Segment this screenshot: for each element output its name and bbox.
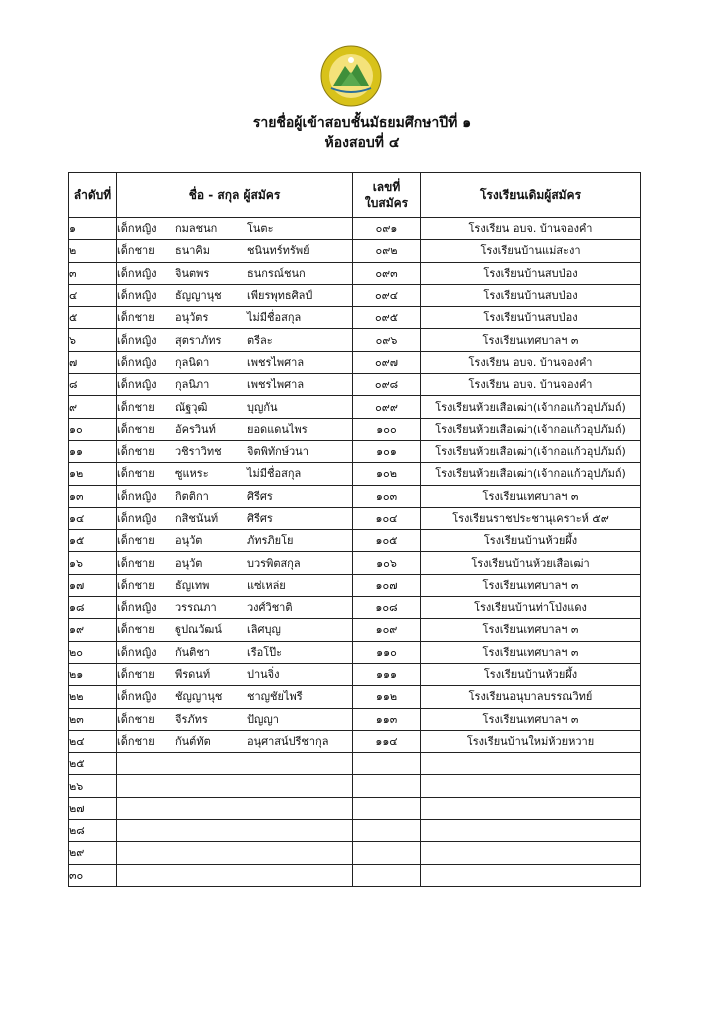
table-row: [69, 730, 641, 752]
cell-no: ๒๘: [69, 820, 117, 842]
cell-last-name: จิตพิทักษ์วนา: [247, 445, 309, 459]
cell-no: ๒๙: [69, 842, 117, 864]
cell-first-name: กุลนิดา: [175, 355, 210, 369]
table-row: [69, 753, 641, 775]
cell-name: [117, 440, 353, 462]
table-row: [69, 284, 641, 306]
cell-school: [421, 753, 641, 775]
cell-name-title: เด็กหญิง: [117, 266, 157, 280]
cell-school: โรงเรียนราชประชานุเคราะห์ ๕๙: [421, 507, 641, 529]
header-application-line2: ใบสมัคร: [364, 196, 409, 210]
table-row: [69, 485, 641, 507]
cell-last-name: วงศ์วิชาติ: [247, 601, 293, 615]
table-row: [69, 262, 641, 284]
cell-name: [117, 842, 353, 864]
cell-first-name: อนุวัต: [175, 534, 203, 548]
cell-last-name: ชาญชัยไพรี: [247, 690, 303, 704]
cell-application-no: ๑๑๑: [353, 663, 421, 685]
cell-no: ๑๖: [69, 552, 117, 574]
cell-first-name: วชิราวิทช: [175, 445, 222, 459]
cell-name: [117, 262, 353, 284]
cell-first-name: กิตติกา: [175, 489, 209, 503]
cell-name: [117, 820, 353, 842]
applicant-table: [68, 172, 641, 887]
cell-no: ๗: [69, 351, 117, 373]
cell-application-no: [353, 864, 421, 886]
cell-name-title: เด็กหญิง: [117, 378, 157, 392]
cell-no: ๘: [69, 374, 117, 396]
cell-no: ๑๔: [69, 507, 117, 529]
cell-application-no: ๑๐๖: [353, 552, 421, 574]
table-row: [69, 663, 641, 685]
cell-name-title: เด็กชาย: [117, 244, 155, 258]
cell-no: ๑๓: [69, 485, 117, 507]
table-row: [69, 530, 641, 552]
table-row: [69, 619, 641, 641]
cell-school: [421, 820, 641, 842]
cell-first-name: อนุวัตร: [175, 311, 209, 325]
cell-no: ๑๙: [69, 619, 117, 641]
cell-name-title: เด็กหญิง: [117, 222, 157, 236]
cell-no: ๒๒: [69, 686, 117, 708]
header-name: ชื่อ - สกุล ผู้สมัคร: [117, 173, 353, 218]
table-row: [69, 552, 641, 574]
cell-application-no: ๐๙๖: [353, 329, 421, 351]
cell-last-name: ปานจิ่ง: [247, 668, 280, 682]
cell-first-name: ฐูปณวัฒน์: [175, 623, 222, 637]
cell-name: [117, 351, 353, 373]
cell-application-no: ๑๐๑: [353, 440, 421, 462]
table-row: [69, 374, 641, 396]
cell-school: โรงเรียนบ้านท่าโป่งแดง: [421, 597, 641, 619]
cell-first-name: ซูแหระ: [175, 467, 209, 481]
table-row: [69, 329, 641, 351]
cell-school: โรงเรียนบ้านห้วยเสือเฒ่า: [421, 552, 641, 574]
cell-school: โรงเรียนอนุบาลบรรณวิทย์: [421, 686, 641, 708]
page-title: รายชื่อผู้เข้าสอบชั้นมัธยมศึกษาปีที่ ๑: [252, 115, 472, 131]
cell-application-no: ๐๙๒: [353, 240, 421, 262]
cell-last-name: โนตะ: [247, 222, 274, 236]
cell-no: ๒๔: [69, 730, 117, 752]
cell-school: โรงเรียน อบจ. บ้านจองคำ: [421, 351, 641, 373]
cell-last-name: ศิรีศร: [247, 489, 273, 503]
cell-name-title: เด็กหญิง: [117, 289, 157, 303]
cell-school: [421, 842, 641, 864]
cell-name-title: เด็กชาย: [117, 445, 155, 459]
cell-last-name: บุญกัน: [247, 400, 278, 414]
page-subtitle: ห้องสอบที่ ๔: [324, 135, 400, 151]
cell-school: [421, 797, 641, 819]
cell-application-no: ๐๙๗: [353, 351, 421, 373]
cell-name: [117, 485, 353, 507]
cell-application-no: ๑๐๘: [353, 597, 421, 619]
cell-first-name: ธัญเทพ: [175, 578, 210, 592]
cell-no: ๙: [69, 396, 117, 418]
cell-application-no: ๑๐๕: [353, 530, 421, 552]
cell-first-name: พีรดนท์: [175, 668, 211, 682]
cell-last-name: ธนกรณ์ชนก: [247, 266, 306, 280]
cell-last-name: เลิศบุญ: [247, 623, 281, 637]
cell-application-no: [353, 842, 421, 864]
cell-application-no: [353, 797, 421, 819]
cell-no: ๑๑: [69, 440, 117, 462]
cell-name: [117, 329, 353, 351]
cell-last-name: ไม่มีชื่อสกุล: [247, 311, 302, 325]
cell-first-name: ธนาคิม: [175, 244, 211, 258]
cell-no: ๒๓: [69, 708, 117, 730]
cell-name: [117, 753, 353, 775]
cell-name-title: เด็กหญิง: [117, 601, 157, 615]
cell-name-title: เด็กหญิง: [117, 690, 157, 704]
cell-first-name: กุลนิภา: [175, 378, 210, 392]
cell-name: [117, 708, 353, 730]
table-row: [69, 597, 641, 619]
cell-name-title: เด็กชาย: [117, 556, 155, 570]
cell-no: ๕: [69, 307, 117, 329]
cell-name-title: เด็กชาย: [117, 311, 155, 325]
cell-name: [117, 240, 353, 262]
cell-first-name: ณัฐวุฒิ: [175, 400, 208, 414]
cell-application-no: [353, 820, 421, 842]
cell-name: [117, 530, 353, 552]
cell-first-name: อัครวินท์: [175, 422, 216, 436]
table-row: [69, 574, 641, 596]
cell-no: ๓๐: [69, 864, 117, 886]
table-row: [69, 240, 641, 262]
table-row: [69, 507, 641, 529]
cell-application-no: ๑๐๙: [353, 619, 421, 641]
cell-name: [117, 574, 353, 596]
cell-last-name: ยอดแดนไพร: [247, 422, 308, 436]
school-seal-icon: [319, 44, 383, 108]
cell-no: ๑๗: [69, 574, 117, 596]
table-row: [69, 307, 641, 329]
cell-application-no: ๑๑๐: [353, 641, 421, 663]
cell-name-title: เด็กหญิง: [117, 645, 157, 659]
cell-first-name: วรรณภา: [175, 601, 217, 615]
cell-school: โรงเรียนบ้านห้วยผึ้ง: [421, 663, 641, 685]
cell-school: โรงเรียนบ้านใหม่ห้วยหวาย: [421, 730, 641, 752]
cell-last-name: เพียรพุทธศิลป์: [247, 289, 313, 303]
cell-no: ๑๕: [69, 530, 117, 552]
cell-school: โรงเรียนบ้านห้วยผึ้ง: [421, 530, 641, 552]
cell-application-no: ๑๑๓: [353, 708, 421, 730]
table-row: [69, 351, 641, 373]
cell-last-name: ปัญญา: [247, 712, 279, 726]
cell-school: โรงเรียนเทศบาลฯ ๓: [421, 574, 641, 596]
cell-first-name: จีรภัทร: [175, 712, 208, 726]
cell-no: ๒๑: [69, 663, 117, 685]
cell-application-no: [353, 775, 421, 797]
cell-name: [117, 686, 353, 708]
cell-no: ๑๘: [69, 597, 117, 619]
cell-school: [421, 775, 641, 797]
cell-application-no: ๐๙๑: [353, 218, 421, 240]
cell-first-name: กันต์ทัต: [175, 734, 211, 748]
cell-school: โรงเรียนเทศบาลฯ ๓: [421, 329, 641, 351]
cell-first-name: จินตพร: [175, 266, 210, 280]
cell-first-name: ชัญญานุช: [175, 690, 223, 704]
cell-last-name: ไม่มีชื่อสกุล: [247, 467, 302, 481]
cell-no: ๒๖: [69, 775, 117, 797]
cell-application-no: ๑๐๓: [353, 485, 421, 507]
cell-last-name: บวรพิตสกุล: [247, 556, 301, 570]
cell-school: โรงเรียนห้วยเสือเฒ่า(เจ้ากอแก้วอุปภัมถ์): [421, 463, 641, 485]
table-row: [69, 797, 641, 819]
cell-first-name: สุตราภัทร: [175, 333, 222, 347]
cell-name-title: เด็กชาย: [117, 400, 155, 414]
cell-name: [117, 396, 353, 418]
cell-school: โรงเรียนเทศบาลฯ ๓: [421, 485, 641, 507]
cell-application-no: ๑๐๔: [353, 507, 421, 529]
cell-first-name: กันติชา: [175, 645, 210, 659]
cell-school: โรงเรียนเทศบาลฯ ๓: [421, 708, 641, 730]
table-row: [69, 463, 641, 485]
cell-name: [117, 864, 353, 886]
cell-name-title: เด็กชาย: [117, 668, 155, 682]
cell-school: โรงเรียนห้วยเสือเฒ่า(เจ้ากอแก้วอุปภัมถ์): [421, 418, 641, 440]
cell-application-no: ๑๐๐: [353, 418, 421, 440]
cell-name: [117, 507, 353, 529]
cell-application-no: ๐๙๙: [353, 396, 421, 418]
table-row: [69, 641, 641, 663]
cell-last-name: เพชรไพศาล: [247, 378, 305, 392]
cell-no: ๑: [69, 218, 117, 240]
cell-no: ๒๕: [69, 753, 117, 775]
cell-name-title: เด็กชาย: [117, 467, 155, 481]
cell-no: ๔: [69, 284, 117, 306]
cell-school: โรงเรียนบ้านสบป่อง: [421, 307, 641, 329]
cell-name: [117, 663, 353, 685]
cell-no: ๒๗: [69, 797, 117, 819]
cell-name: [117, 307, 353, 329]
cell-no: ๓: [69, 262, 117, 284]
cell-school: โรงเรียนบ้านสบป่อง: [421, 262, 641, 284]
header-no: ลำดับที่: [69, 173, 117, 218]
cell-no: ๒: [69, 240, 117, 262]
cell-no: ๖: [69, 329, 117, 351]
cell-name: [117, 775, 353, 797]
cell-last-name: ศิรีศร: [247, 512, 273, 525]
cell-first-name: อนุวัต: [175, 556, 203, 570]
cell-application-no: ๐๙๘: [353, 374, 421, 396]
cell-school: โรงเรียนบ้านแม่สะงา: [421, 240, 641, 262]
cell-first-name: ธัญญานุช: [175, 289, 222, 303]
cell-last-name: ภัทรภิยโย: [247, 534, 294, 548]
cell-school: โรงเรียนเทศบาลฯ ๓: [421, 641, 641, 663]
table-row: [69, 686, 641, 708]
cell-application-no: ๑๑๒: [353, 686, 421, 708]
cell-name: [117, 374, 353, 396]
cell-name: [117, 730, 353, 752]
table-row: [69, 820, 641, 842]
cell-name: [117, 284, 353, 306]
cell-application-no: ๐๙๓: [353, 262, 421, 284]
cell-application-no: ๑๐๗: [353, 574, 421, 596]
cell-name-title: เด็กหญิง: [117, 333, 157, 347]
cell-school: โรงเรียนห้วยเสือเฒ่า(เจ้ากอแก้วอุปภัมถ์): [421, 440, 641, 462]
table-row: [69, 418, 641, 440]
cell-last-name: อนุศาสน์ปรีชากุล: [247, 734, 329, 748]
cell-last-name: ชนินทร์ทรัพย์: [247, 244, 310, 258]
table-row: [69, 440, 641, 462]
cell-name-title: เด็กหญิง: [117, 489, 157, 503]
cell-school: โรงเรียน อบจ. บ้านจองคำ: [421, 374, 641, 396]
cell-name: [117, 641, 353, 663]
cell-school: โรงเรียน อบจ. บ้านจองคำ: [421, 218, 641, 240]
cell-name-title: เด็กชาย: [117, 734, 155, 748]
table-row: [69, 775, 641, 797]
cell-last-name: แซ่เหล่ย: [247, 578, 286, 592]
cell-school: [421, 864, 641, 886]
cell-name: [117, 797, 353, 819]
cell-last-name: เพชรไพศาล: [247, 355, 305, 369]
cell-name-title: เด็กชาย: [117, 712, 155, 726]
cell-name-title: เด็กหญิง: [117, 355, 157, 369]
cell-application-no: ๐๙๔: [353, 284, 421, 306]
cell-school: โรงเรียนห้วยเสือเฒ่า(เจ้ากอแก้วอุปภัมถ์): [421, 396, 641, 418]
cell-school: โรงเรียนบ้านสบป่อง: [421, 284, 641, 306]
cell-application-no: ๐๙๕: [353, 307, 421, 329]
header-application-line1: เลขที่: [372, 180, 401, 194]
table-header-row: [69, 173, 641, 218]
cell-last-name: เรือโป๊ะ: [247, 645, 283, 659]
cell-school: โรงเรียนเทศบาลฯ ๓: [421, 619, 641, 641]
table-row: [69, 864, 641, 886]
table-row: [69, 396, 641, 418]
cell-name-title: เด็กหญิง: [117, 512, 157, 525]
cell-name: [117, 597, 353, 619]
cell-no: ๑๒: [69, 463, 117, 485]
cell-application-no: ๑๑๔: [353, 730, 421, 752]
table-row: [69, 842, 641, 864]
header-application-no: [353, 173, 421, 218]
cell-last-name: ตรีละ: [247, 333, 273, 347]
cell-name: [117, 552, 353, 574]
table-row: [69, 218, 641, 240]
cell-name-title: เด็กชาย: [117, 422, 155, 436]
cell-name-title: เด็กชาย: [117, 534, 155, 548]
table-row: [69, 708, 641, 730]
cell-first-name: กมลชนก: [175, 222, 218, 236]
cell-application-no: ๑๐๒: [353, 463, 421, 485]
cell-name-title: เด็กชาย: [117, 623, 155, 637]
cell-name: [117, 418, 353, 440]
cell-no: ๑๐: [69, 418, 117, 440]
cell-name: [117, 463, 353, 485]
cell-no: ๒๐: [69, 641, 117, 663]
cell-name-title: เด็กชาย: [117, 578, 155, 592]
cell-application-no: [353, 753, 421, 775]
cell-name: [117, 218, 353, 240]
cell-name: [117, 619, 353, 641]
header-school: โรงเรียนเดิมผู้สมัคร: [421, 173, 641, 218]
cell-first-name: กสิชนันท์: [175, 512, 219, 525]
